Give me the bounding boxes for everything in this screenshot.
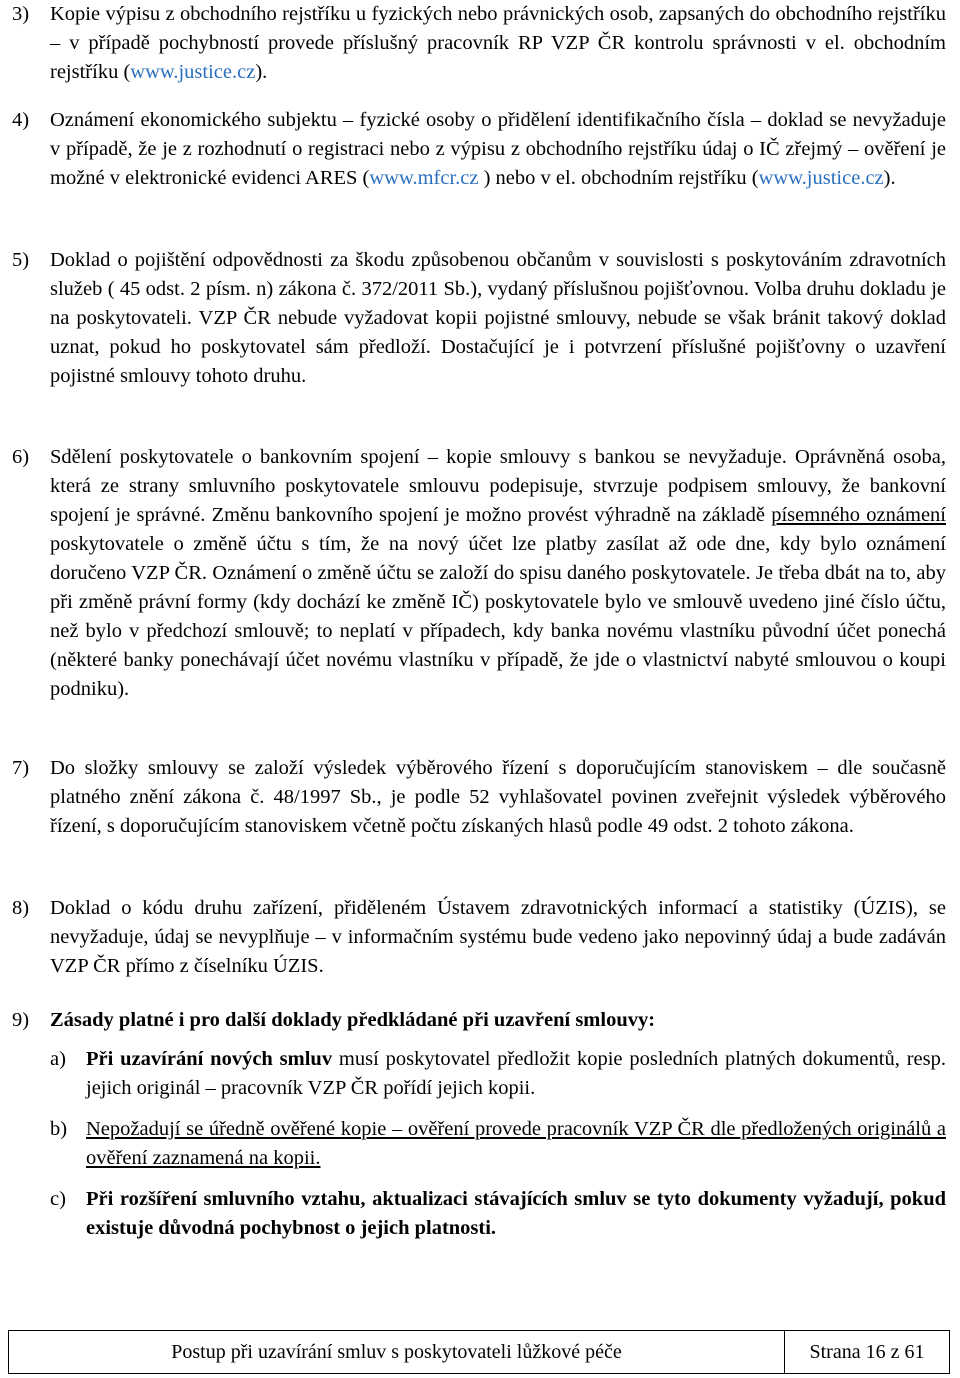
item-text: Doklad o pojištění odpovědnosti za škodu způsobenou občanům v souvislosti s poskytováním zdravotních služeb ( 45 odst. 2 písm. n) zákona č. 372/2011 Sb.), vydaný příslušnou pojišťovnou. Volba druhu dokladu je na poskytovateli. VZP ČR nebude vyžadovat kopii pojistné smlouvy, nebude se však bránit takový doklad uznat, pokud ho poskytovatel sám předloží. Dostačující je i potvrzení příslušné pojišťovny o uzavření pojistné smlouvy tohoto druhu. — [50, 249, 946, 387]
list-item-9 — [12, 1006, 946, 1035]
mfcr-link[interactable]: www.mfcr.cz — [369, 167, 479, 189]
item-text: Do složky smlouvy se založí výsledek výběrového řízení s doporučujícím stanoviskem – dle současně platného znění zákona č. 48/1997 Sb., je podle 52 vyhlašovatel povinen zveřejnit výsledek výběrového řízení, s doporučujícím stanoviskem včetně počtu získaných hlasů podle 49 odst. 2 tohoto zákona. — [50, 757, 946, 837]
item-number: 3) — [12, 3, 30, 25]
list-item-5 — [12, 246, 946, 391]
item-letter: a) — [50, 1048, 66, 1070]
sub-item-c — [50, 1185, 946, 1243]
page-number: Strana 16 z 61 — [809, 1340, 925, 1363]
item-letter: b) — [50, 1118, 68, 1140]
list-item-8 — [12, 894, 946, 981]
list-item-7 — [12, 754, 946, 841]
item-text: Zásady platné i pro další doklady předkládané při uzavření smlouvy: — [50, 1009, 656, 1031]
list-item-6 — [12, 443, 946, 704]
item-number: 6) — [12, 446, 30, 468]
item-text: Doklad o kódu druhu zařízení, přiděleném Ústavem zdravotnických informací a statistiky (ÚZIS), se nevyžaduje, údaj se nevyplňuje – v informačním systému bude vedeno jako nepovinný údaj a bude zadáván VZP ČR přímo z číselníku ÚZIS. — [50, 897, 946, 977]
item-number: 8) — [12, 897, 30, 919]
item-text: Při uzavírání nových smluv musí poskytovatel předložit kopie posledních platných dokumentů, resp. jejich originál – pracovník VZP ČR pořídí jejich kopii. — [86, 1048, 946, 1099]
item-number: 9) — [12, 1009, 30, 1031]
sub-item-b — [50, 1115, 946, 1173]
item-number: 4) — [12, 109, 30, 131]
footer-title: Postup při uzavírání smluv s poskytovateli lůžkové péče — [9, 1331, 785, 1373]
underlined-phrase: písemného oznámení — [771, 504, 946, 526]
justice-link[interactable]: www.justice.cz — [130, 61, 256, 83]
item-number: 5) — [12, 249, 30, 271]
item-letter: c) — [50, 1188, 66, 1210]
page-footer — [8, 1330, 950, 1374]
item-text: Oznámení ekonomického subjektu – fyzické osoby o přidělení identifikačního čísla – doklad se nevyžaduje v případě, že je z rozhodnutí o registraci nebo z výpisu z obchodního rejstříku údaj o IČ zřejmý – ověření je možné v elektronické evidenci ARES (www.mfcr.cz ) nebo v el. obchodním rejstříku (www.justice.cz). — [50, 109, 946, 189]
item-text: Sdělení poskytovatele o bankovním spojení – kopie smlouvy s bankou se nevyžaduje. Oprávněná osoba, která ze strany smluvního poskytovatele smlouvu podepisuje, stvrzuje podpisem smlouvy, že bankovní spojení je správné. Změnu bankovního spojení je možno provést výhradně na základě písemného oznámení poskytovatele o změně účtu s tím, že na nový účet lze platby zasílat až ode dne, kdy bylo oznámení doručeno VZP ČR. Oznámení o změně účtu se založí do spisu daného poskytovatele. Je třeba dbát na to, aby při změně právní formy (kdy dochází ke změně IČ) poskytovatele bylo ve smlouvě uvedeno jiné číslo účtu, než bylo v předchozí smlouvě; to neplatí v případech, kdy banka novému vlastníku původní účet ponechá (některé banky ponechávají účet novému vlastníku v případě, že jde o vlastnictví nabyté smlouvou o koupi podniku). — [50, 446, 946, 700]
item-text: Nepožadují se úředně ověřené kopie – ověření provede pracovník VZP ČR dle předložených originálů a ověření zaznamená na kopii. — [86, 1118, 946, 1169]
item-text: Kopie výpisu z obchodního rejstříku u fyzických nebo právnických osob, zapsaných do obchodního rejstříku – v případě pochybností provede příslušný pracovník RP VZP ČR kontrolu správnosti v el. obchodním rejstříku (www.justice.cz). — [50, 3, 946, 83]
sub-item-a — [50, 1045, 946, 1103]
list-item-3 — [12, 0, 946, 87]
list-item-4 — [12, 106, 946, 193]
item-text: Při rozšíření smluvního vztahu, aktualizaci stávajících smluv se tyto dokumenty vyžadují, pokud existuje důvodná pochybnost o jejich platnosti. — [86, 1188, 946, 1239]
item-number: 7) — [12, 757, 30, 779]
justice-link[interactable]: www.justice.cz — [758, 167, 884, 189]
